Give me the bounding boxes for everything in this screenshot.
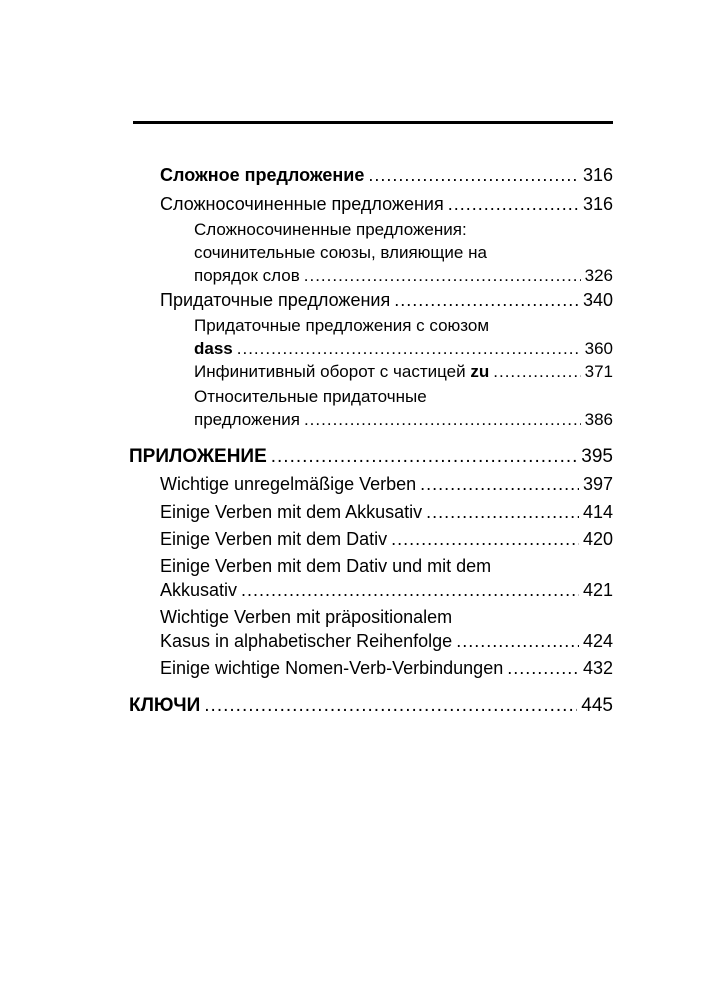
toc-page-number: 424	[582, 631, 613, 651]
toc-entry[interactable]	[160, 472, 613, 496]
toc-entry-line: Сложносочиненные предложения:	[194, 220, 467, 239]
leader-dots	[241, 578, 579, 602]
toc-page-number: 397	[582, 474, 613, 494]
toc-page-number: 326	[584, 266, 613, 285]
toc-entry-line: Einige Verben mit dem Dativ und mit dem	[160, 556, 492, 576]
toc-page-number: 316	[582, 165, 613, 185]
leader-dots	[204, 694, 577, 718]
toc-entry-title: Сложное предложение	[160, 165, 365, 185]
toc-entry-title: Einige Verben mit dem Akkusativ	[160, 502, 423, 522]
toc-entry-title: Инфинитивный оборот с частицей	[194, 362, 466, 381]
toc-entry-line: Wichtige Verben mit präpositionalem	[160, 607, 453, 627]
toc-page-number: 395	[581, 446, 613, 467]
leader-dots	[493, 360, 580, 383]
toc-entry[interactable]	[160, 605, 613, 653]
toc-entry-title: предложения	[194, 410, 300, 429]
leader-dots	[456, 629, 579, 653]
toc-entry[interactable]	[160, 554, 613, 602]
toc-entry-line: сочинительные союзы, влияющие на	[194, 243, 487, 262]
toc-entry-title: Сложносочиненные предложения	[160, 194, 444, 214]
toc-page-number: 432	[582, 658, 613, 678]
leader-dots	[304, 264, 581, 287]
toc-entry[interactable]	[129, 445, 613, 469]
leader-dots	[507, 656, 579, 680]
toc-entry[interactable]	[160, 288, 613, 312]
toc-entry-title: dass	[194, 339, 233, 358]
toc-entry-title: Wichtige unregelmäßige Verben	[160, 474, 417, 494]
toc-page-number: 340	[582, 290, 613, 310]
toc-entry-title: Einige wichtige Nomen-Verb-Verbindungen	[160, 658, 504, 678]
toc-entry-title-bold: zu	[470, 362, 490, 381]
toc-entry-title: Einige Verben mit dem Dativ	[160, 529, 388, 549]
leader-dots	[391, 527, 579, 551]
leader-dots	[420, 472, 579, 496]
toc-entry-title: ПРИЛОЖЕНИЕ	[129, 446, 267, 467]
toc-entry[interactable]	[160, 656, 613, 680]
toc-entry-title: Придаточные предложения	[160, 290, 391, 310]
top-rule	[133, 121, 613, 124]
toc-entry[interactable]	[160, 527, 613, 551]
toc-entry-title: Akkusativ	[160, 580, 238, 600]
leader-dots	[426, 500, 579, 524]
leader-dots	[271, 445, 578, 469]
toc-entry-title: КЛЮЧИ	[129, 695, 201, 716]
toc-entry[interactable]	[160, 163, 613, 187]
toc-page-number: 414	[582, 502, 613, 522]
toc-page-number: 445	[581, 695, 613, 716]
toc-entry-line: Придаточные предложения с союзом	[194, 316, 490, 335]
toc-page-number: 371	[584, 362, 613, 381]
toc-page-number: 360	[584, 339, 613, 358]
toc-entry[interactable]	[160, 500, 613, 524]
leader-dots	[448, 192, 579, 216]
toc-page-number: 421	[582, 580, 613, 600]
leader-dots	[237, 337, 581, 360]
toc-page-number: 386	[584, 410, 613, 429]
toc-entry-line: Относительные придаточные	[194, 387, 427, 406]
toc-entry[interactable]	[194, 218, 613, 287]
toc-entry[interactable]	[194, 360, 613, 383]
toc-entry-title: порядок слов	[194, 266, 300, 285]
toc-entry[interactable]	[194, 385, 613, 431]
toc-entry-title: Kasus in alphabetischer Reihenfolge	[160, 631, 453, 651]
toc-page-number: 316	[582, 194, 613, 214]
toc-entry[interactable]	[160, 192, 613, 216]
leader-dots	[304, 408, 581, 431]
leader-dots	[368, 163, 579, 187]
toc-page-number: 420	[582, 529, 613, 549]
leader-dots	[394, 288, 579, 312]
toc-entry[interactable]	[129, 694, 613, 718]
toc-entry[interactable]	[194, 314, 613, 360]
